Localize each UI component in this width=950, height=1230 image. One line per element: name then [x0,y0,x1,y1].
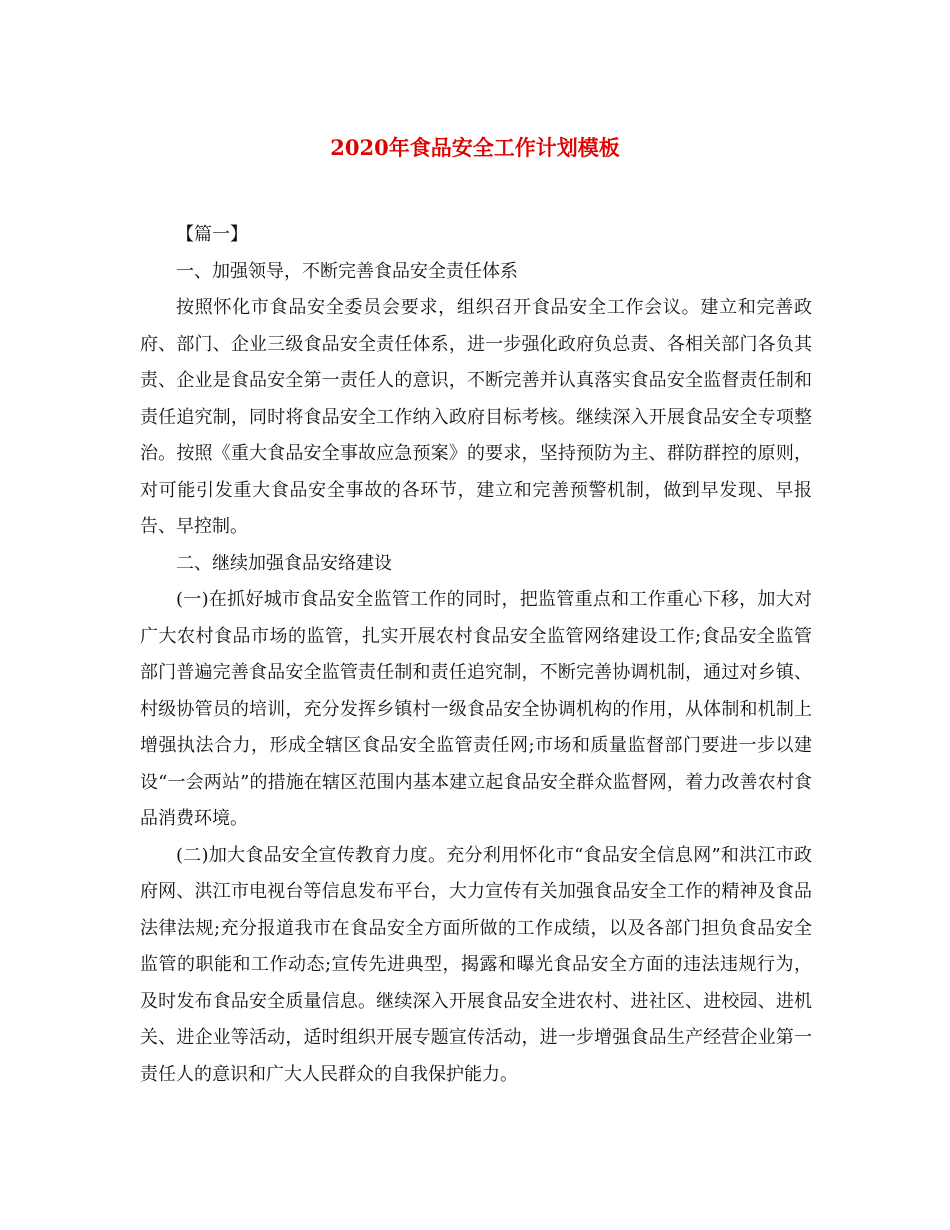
paragraph-2: (一)在抓好城市食品安全监管工作的同时，把监管重点和工作重心下移，加大对广大农村食品市场的监管，扎实开展农村食品安全监管网络建设工作;食品安全监管部门普遍完善食品安全监管责任制和责任追究制，不断完善协调机制，通过对乡镇、村级协管员的培训，充分发挥乡镇村一级食品安全协调机构的作用，从体制和机制上增强执法合力，形成全辖区食品安全监管责任网;市场和质量监督部门要进一步以建设“一会两站”的措施在辖区范围内基本建立起食品安全群众监督网，着力改善农村食品消费环境。 [140,589,812,829]
paragraph-1: 按照怀化市食品安全委员会要求，组织召开食品安全工作会议。建立和完善政府、部门、企业三级食品安全责任体系，进一步强化政府负总责、各相关部门各负其责、企业是食品安全第一责任人的意识，不断完善并认真落实食品安全监督责任制和责任追究制，同时将食品安全工作纳入政府目标考核。继续深入开展食品安全专项整治。按照《重大食品安全事故应急预案》的要求，坚持预防为主、群防群控的原则，对可能引发重大食品安全事故的各环节，建立和完善预警机制，做到早发现、早报告、早控制。 [140,297,812,537]
section-label: 【篇一】 [176,224,248,245]
paragraph-3: (二)加大食品安全宣传教育力度。充分利用怀化市“食品安全信息网”和洪江市政府网、洪江市电视台等信息发布平台，大力宣传有关加强食品安全工作的精神及食品法律法规;充分报道我市在食品安全方面所做的工作成绩，以及各部门担负食品安全监管的职能和工作动态;宣传先进典型，揭露和曝光食品安全方面的违法违规行为，及时发布食品安全质量信息。继续深入开展食品安全进农村、进社区、进校园、进机关、进企业等活动，适时组织开展专题宣传活动，进一步增强食品生产经营企业第一责任人的意识和广大人民群众的自我保护能力。 [140,844,812,1085]
document-body [140,217,812,1093]
document-title: 2020年食品安全工作计划模板 [330,135,620,160]
section-heading-1: 一、加强领导，不断完善食品安全责任体系 [176,260,518,282]
section-heading-2: 二、继续加强食品安络建设 [176,552,392,574]
